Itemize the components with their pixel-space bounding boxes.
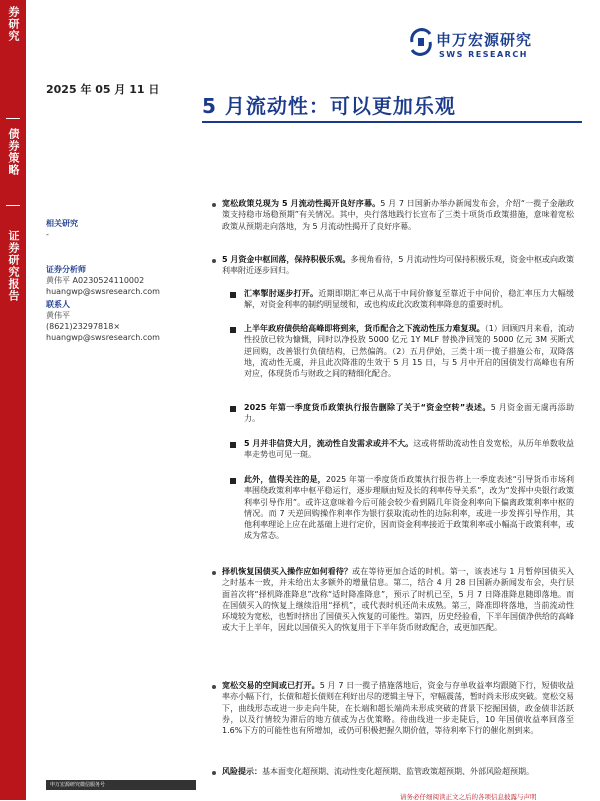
side-label-strategy: 债券策略 [7, 128, 20, 176]
side-divider [6, 118, 20, 119]
side-label-top: 券研究 [7, 6, 20, 42]
paragraph-body: 近期即期汇率已从高于中间价修复至靠近于中间价，稳汇率压力大幅缓解，对资金利率的制约明显缓和，或也构成此次政策利率降息的重要时机。 [244, 289, 575, 310]
paragraph-body: 5 月 7 日一揽子措施落地后，资金与存单收益率均跟随下行，短债收益率亦小幅下行，长债和超长债则在利好出尽的逻辑主导下，窄幅震荡，暂时尚未形成突破。宽松交易下，曲线形态或进一步走向牛陡，在长端和超长端尚未形成突破的背景下挖掘国债，政金债非活跃券，以及行情较为滞后的地方债或为占优策略。待曲线进一步走陡后，10 年国债收益率回落至 1.6%下方的可能性也有所增加，或仍可积极把握久期价值，等待利率下行的催化剂到来。 [222, 681, 575, 736]
title-underline [202, 121, 582, 123]
analyst-email: huangwp@swsresearch.com [46, 287, 160, 296]
paragraph-body: 多视角看待，5 月流动性均可保持积极乐观，资金中枢或向政策利率附近逐步回归。 [222, 255, 574, 276]
paragraph [222, 198, 574, 232]
square-bullet-icon [230, 442, 236, 448]
paragraph-lead: 2025 年第一季度货币政策执行报告删除了关于“资金空转”表述。 [244, 403, 491, 412]
paragraph-lead: 5 月并非信贷大月，流动性自发需求或并不大。 [244, 439, 414, 448]
logo-text-cn: 申万宏源研究 [436, 31, 533, 49]
bullet-icon [212, 571, 216, 575]
paragraph [244, 323, 574, 379]
paragraph [244, 288, 574, 311]
sws-logo-icon [408, 28, 434, 56]
paragraph-lead: 汇率掣肘逐步打开。 [244, 289, 319, 298]
side-label-report: 证券研究报告 [7, 230, 20, 302]
paragraph-body: （1）回顾四月来看，流动性投放已较为慷慨，同时以净投放 5000 亿元 1Y MLF 替换净回笼的 5000 亿元 3M 买断式逆回购，改善银行负债结构，已然偏鸽。（2）五月伊始，三类十项一揽子措施公布，双降落地，流动性无虞，并且此次降准的生效于 5 月 15 日，与 5 月中开启的国债发行高峰也有所对应，体现货币与财政之间的精细化配合。 [244, 324, 575, 379]
paragraph-body: 基本面变化超预期、流动性变化超预期、监管政策超预期、外部风险超预期。 [262, 767, 534, 776]
related-heading: 相关研究 [46, 219, 78, 228]
related-value: - [46, 230, 49, 239]
contact-heading: 联系人 [46, 300, 70, 309]
paragraph [222, 766, 574, 777]
related-research [46, 218, 192, 240]
paragraph [244, 474, 574, 542]
paragraph-lead: 上半年政府债供给高峰即将到来，货币配合之下流动性压力难复现。 [244, 324, 485, 333]
paragraph [244, 402, 574, 425]
report-title: 5 月流动性：可以更加乐观 [202, 94, 456, 118]
contact-email: huangwp@swsresearch.com [46, 333, 160, 342]
paragraph-lead: 择机恢复国债买入操作应如何看待？ [222, 567, 353, 576]
paragraph [244, 438, 574, 461]
footer-disclaimer: 请务必仔细阅读正文之后的各项信息披露与声明 [400, 793, 537, 801]
square-bullet-icon [230, 292, 236, 298]
paragraph-body: 这或将帮助流动性自发宽松，从历年单数收益率走势也可见一斑。 [244, 439, 574, 460]
square-bullet-icon [230, 478, 236, 484]
paragraph [222, 680, 574, 736]
contact-name: 黄伟平 [46, 311, 70, 320]
square-bullet-icon [230, 406, 236, 412]
analyst-name: 黄伟平 A0230524110002 [46, 276, 145, 285]
square-bullet-icon [230, 327, 236, 333]
paragraph-lead: 宽松交易的空间或已打开。 [222, 681, 320, 690]
paragraph [222, 566, 574, 634]
footer-wechat-label: 申万宏源研究微信服务号 [46, 780, 196, 790]
paragraph-lead: 风险提示： [222, 767, 262, 776]
paragraph-body: 2025 年第一季度货币政策执行报告将上一季度表述“引导货币市场利率围绕政策利率中枢平稳运行，逐步理顺由短及长的利率传导关系”，改为“发挥中央银行政策利率引导作用”。或许这意味着今后可能会较少看到隔几年资金利率向下偏离政策利率中枢的情况。而 7 天逆回购操作利率作为银行获取流动性的边际利率，或进一步发挥引导作用，其他利率理论上应在此基础上进行定价，因而资金利率接近于政策利率或小幅高于政策利率，或成为常态。 [244, 475, 575, 541]
report-date: 2025 年 05 月 11 日 [46, 83, 160, 96]
paragraph-body: 或在等待更加合适的时机。第一，该表述与 1 月暂停国债买入之时基本一致，并未给出太多额外的增量信息。第二，结合 4 月 28 日国新办新闻发布会，央行层面首次将“择机降准降息”改称“适时降准降息”，预示了时机已至，5 月 7 日降准降息随即落地。而在国债买入的恢复上继续沿用“择机”，或代表时机还尚未成熟。第三，降准即将落地，当前流动性环境较为宽松，也暂时挤出了国债买入恢复的可能性。第四，历史经验看，下半年国债净供给的高峰或大于上半年，因此以国债买入的恢复用于下半年货币财政配合，或更加匹配。 [222, 567, 574, 633]
bullet-icon [212, 685, 216, 689]
logo-text-en: SWS RESEARCH [439, 50, 528, 59]
side-divider [6, 205, 20, 206]
left-red-band [0, 0, 26, 800]
paragraph-body: 5 月 7 日国新办举办新闻发布会，介绍“一揽子金融政策支持稳市场稳预期”有关情况。其中，央行落地践行长宣布了三类十项货币政策措施，意味着宽松政策从预期走向落地，为 5 月流动性揭开了良好序幕。 [222, 199, 574, 231]
contact-phone: (8621)23297818× [46, 322, 121, 331]
paragraph-lead: 此外，值得关注的是， [244, 475, 326, 484]
paragraph-lead: 宽松政策兑现为 5 月流动性揭开良好序幕。 [222, 199, 381, 208]
paragraph [222, 254, 574, 277]
bullet-icon [212, 771, 216, 775]
analyst-heading: 证券分析师 [46, 265, 86, 274]
bullet-icon [212, 203, 216, 207]
paragraph-body: 5 月资金面无虞再添助力。 [244, 403, 574, 424]
paragraph-lead: 5 月资金中枢回落，保持积极乐观。 [222, 255, 351, 264]
analyst-block [46, 264, 192, 343]
bullet-icon [212, 259, 216, 263]
